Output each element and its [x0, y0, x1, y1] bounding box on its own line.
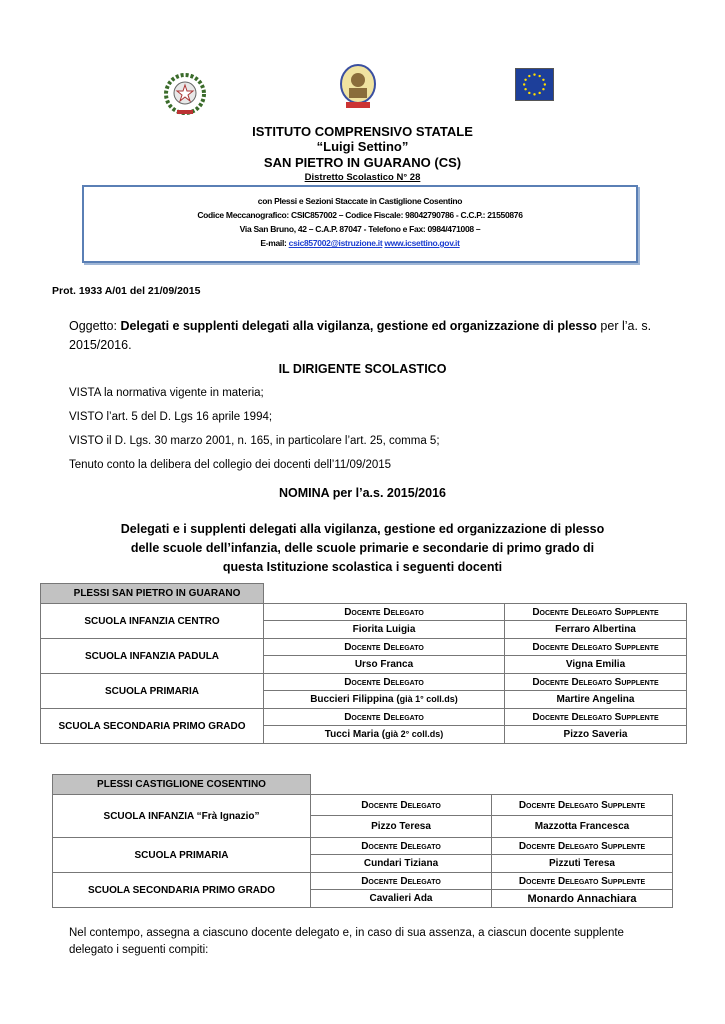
supplente-name: Pizzuti Teresa — [492, 855, 673, 873]
school-cell: SCUOLA INFANZIA “Frà Ignazio” — [53, 795, 311, 838]
info-line-3: Via San Bruno, 42 – C.A.P. 87047 - Telefono e Fax: 0984/471008 – — [239, 224, 481, 234]
table-row — [41, 709, 687, 726]
role-delegato: Docente Delegato — [264, 709, 505, 726]
supplente-name: Vigna Emilia — [505, 656, 687, 674]
table-row — [53, 838, 673, 855]
table-castiglione — [52, 774, 673, 908]
supplente-name: Ferraro Albertina — [505, 621, 687, 639]
school-header — [0, 124, 725, 185]
delegato-name: Pizzo Teresa — [311, 816, 492, 838]
intro-line: delle scuole dell’infanzia, delle scuole primarie e secondarie di primo grado di — [130, 541, 595, 555]
role-delegato: Docente Delegato — [311, 795, 492, 816]
school-cell: SCUOLA INFANZIA CENTRO — [41, 604, 264, 639]
delegato-name — [264, 726, 505, 744]
email-link[interactable]: csic857002@istruzione.it — [288, 238, 383, 248]
role-supplente: Docente Delegato Supplente — [505, 639, 687, 656]
role-delegato: Docente Delegato — [264, 604, 505, 621]
info-line-1: con Plessi e Sezioni Staccate in Castiglione Cosentino — [257, 196, 463, 206]
delegato-name-text: Buccieri Filippina ( — [310, 694, 400, 705]
delegato-name: Fiorita Luigia — [264, 621, 505, 639]
school-cell: SCUOLA PRIMARIA — [53, 838, 311, 873]
info-line-2: Codice Meccanografico: CSIC857002 – Codice Fiscale: 98042790786 - C.C.P.: 21550876 — [197, 210, 523, 220]
role-supplente: Docente Delegato Supplente — [492, 795, 673, 816]
intro-paragraph — [0, 520, 725, 577]
school-cell: SCUOLA SECONDARIA PRIMO GRADO — [41, 709, 264, 744]
closing-paragraph: Nel contempo, assegna a ciascuno docente delegato e, in caso di sua assenza, a ciascun docente supplente delegato i seguenti compiti: — [69, 927, 624, 956]
italian-republic-emblem-icon — [160, 70, 210, 118]
table-title: PLESSI SAN PIETRO IN GUARANO — [41, 584, 264, 604]
delegato-name — [264, 691, 505, 709]
supplente-name: Martire Angelina — [505, 691, 687, 709]
dirigente-title: IL DIRIGENTE SCOLASTICO — [278, 362, 447, 376]
role-supplente: Docente Delegato Supplente — [492, 838, 673, 855]
website-link[interactable]: www.icsettino.gov.it — [384, 238, 460, 248]
role-delegato: Docente Delegato — [311, 873, 492, 890]
subject-rest: per l’a. s. 2015/2016. — [69, 319, 652, 352]
role-supplente: Docente Delegato Supplente — [505, 674, 687, 691]
header-line-3: SAN PIETRO IN GUARANO (CS) — [263, 155, 462, 170]
school-crest-icon — [338, 62, 378, 110]
table-row — [41, 639, 687, 656]
supplente-name: Pizzo Saveria — [505, 726, 687, 744]
intro-line: Delegati e i supplenti delegati alla vigilanza, gestione ed organizzazione di plesso — [120, 522, 605, 536]
school-cell: SCUOLA INFANZIA PADULA — [41, 639, 264, 674]
table-title: PLESSI CASTIGLIONE COSENTINO — [53, 775, 311, 795]
role-supplente: Docente Delegato Supplente — [505, 604, 687, 621]
vista-line: VISTA la normativa vigente in materia; — [69, 387, 264, 399]
intro-line: questa Istituzione scolastica i seguenti docenti — [222, 560, 503, 574]
subject — [69, 317, 669, 355]
role-delegato: Docente Delegato — [311, 838, 492, 855]
vista-line: VISTO l’art. 5 del D. Lgs 16 aprile 1994; — [69, 411, 273, 423]
delegato-name: Cavalieri Ada — [311, 890, 492, 908]
email-label: E-mail: — [260, 238, 289, 248]
info-line-4 — [84, 236, 636, 250]
delegato-name: Urso Franca — [264, 656, 505, 674]
header-line-1: ISTITUTO COMPRENSIVO STATALE — [252, 124, 473, 139]
supplente-name: Mazzotta Francesca — [492, 816, 673, 838]
role-supplente: Docente Delegato Supplente — [505, 709, 687, 726]
blank-cell — [264, 584, 687, 604]
table-san-pietro — [40, 583, 687, 744]
table-row — [53, 873, 673, 890]
delegato-name-text: Tucci Maria ( — [324, 729, 386, 740]
subject-label: Oggetto: — [69, 319, 121, 333]
vista-line: VISTO il D. Lgs. 30 marzo 2001, n. 165, in particolare l’art. 25, comma 5; — [69, 435, 440, 447]
protocol-number: Prot. 1933 A/01 del 21/09/2015 — [52, 285, 201, 297]
school-cell: SCUOLA PRIMARIA — [41, 674, 264, 709]
supplente-name: Monardo Annachiara — [492, 890, 673, 908]
blank-cell — [311, 775, 673, 795]
table-row — [41, 674, 687, 691]
table-row — [53, 795, 673, 816]
header-line-2: “Luigi Settino” — [316, 139, 409, 154]
contact-info-box — [82, 185, 638, 263]
vista-line: Tenuto conto la delibera del collegio dei docenti dell’11/09/2015 — [69, 459, 392, 471]
delegato-name: Cundari Tiziana — [311, 855, 492, 873]
eu-flag-icon — [515, 68, 554, 101]
subject-text: Delegati e supplenti delegati alla vigilanza, gestione ed organizzazione di plesso — [120, 319, 597, 333]
delegato-note: già 1° coll.ds) — [399, 694, 458, 704]
delegato-note: già 2° coll.ds) — [385, 729, 444, 739]
role-supplente: Docente Delegato Supplente — [492, 873, 673, 890]
school-cell: SCUOLA SECONDARIA PRIMO GRADO — [53, 873, 311, 908]
nomina-title: NOMINA per l’a.s. 2015/2016 — [279, 486, 446, 500]
role-delegato: Docente Delegato — [264, 639, 505, 656]
role-delegato: Docente Delegato — [264, 674, 505, 691]
table-row — [41, 604, 687, 621]
header-line-4: Distretto Scolastico N° 28 — [304, 172, 421, 183]
logo-row — [0, 60, 725, 120]
